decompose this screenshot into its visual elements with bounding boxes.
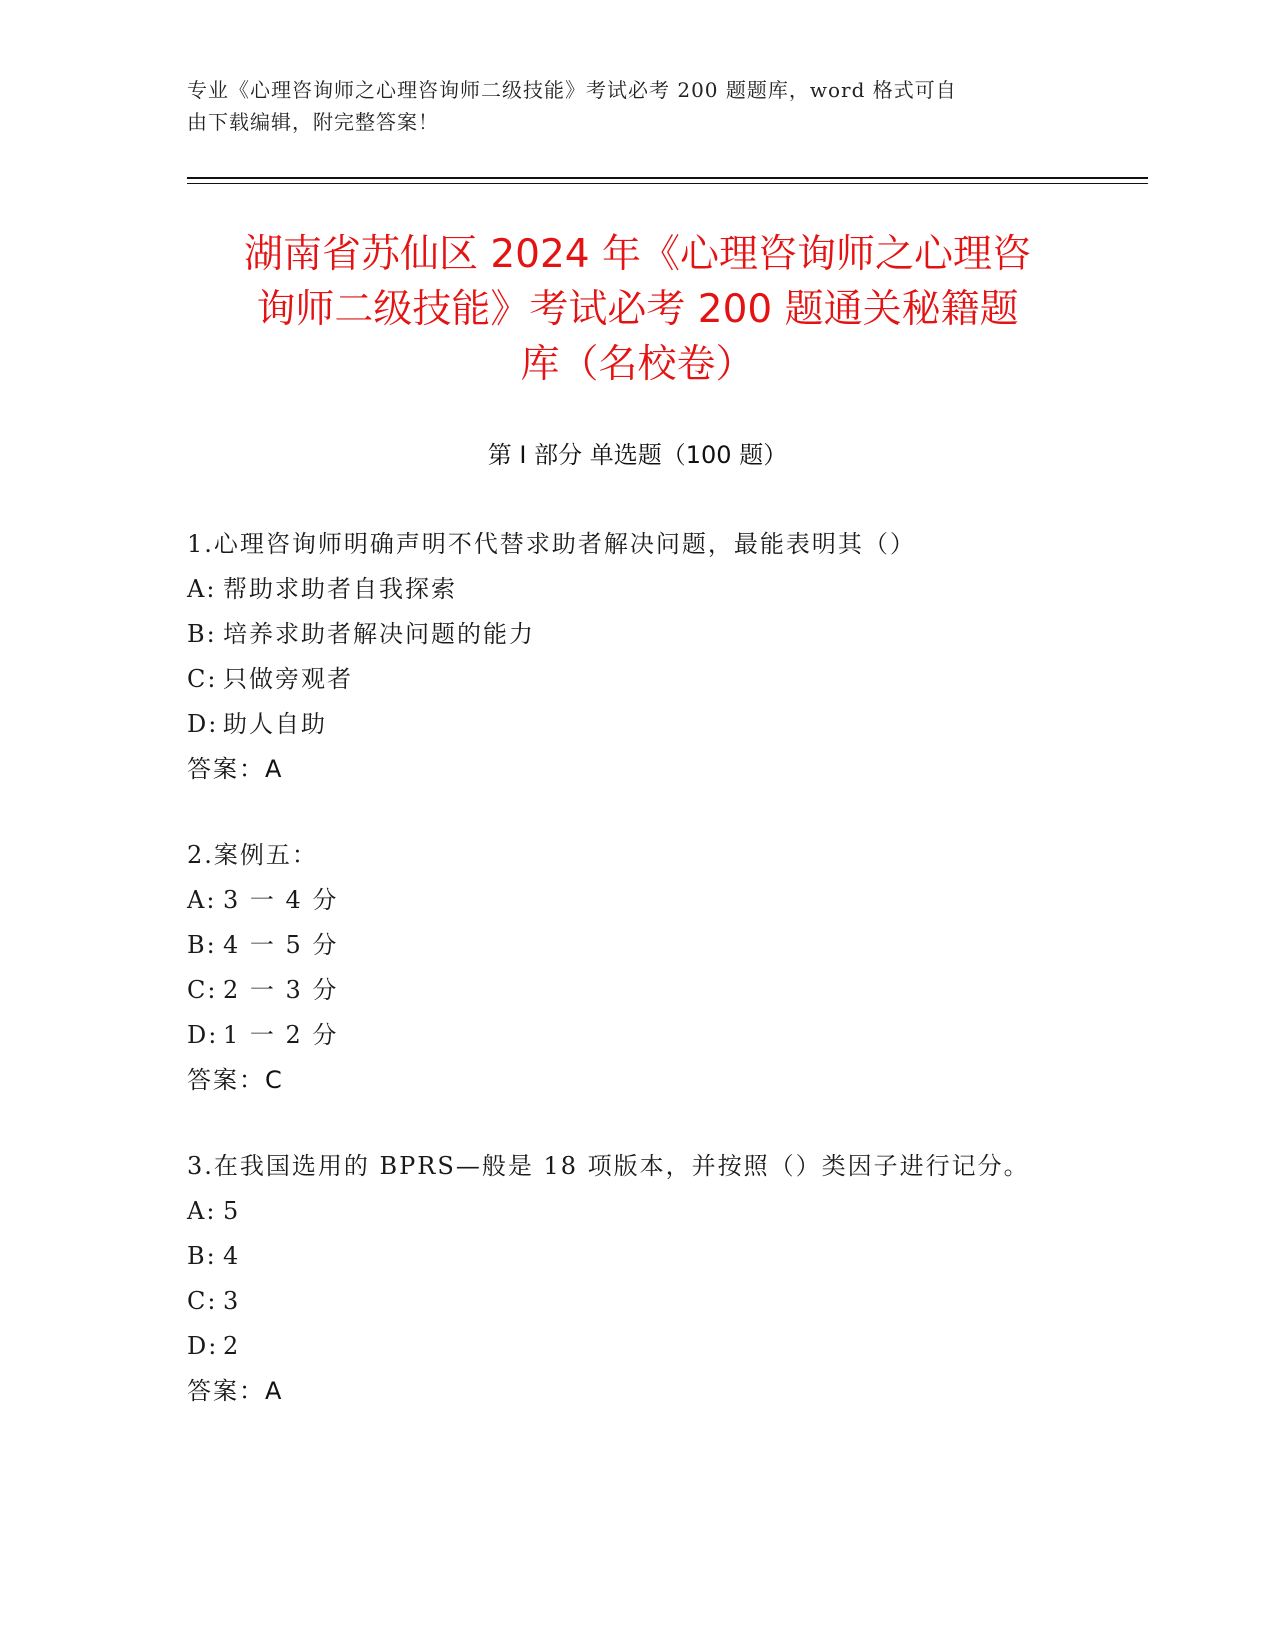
option-a <box>187 878 1187 923</box>
option-key: C: <box>187 1287 218 1315</box>
option-text: 4 <box>223 1242 241 1270</box>
option-key: D: <box>187 1021 219 1049</box>
option-text: 助人自助 <box>223 710 327 738</box>
option-key: A: <box>187 886 217 914</box>
option-text: 5 <box>223 1197 241 1225</box>
title-line-3: 库（名校卷） <box>520 342 755 387</box>
option-text: 2 一 3 分 <box>223 976 339 1004</box>
option-b <box>187 923 1187 968</box>
option-a <box>187 567 1187 612</box>
option-text: 1 一 2 分 <box>223 1021 339 1049</box>
option-key: A: <box>187 1197 217 1225</box>
option-c <box>187 1279 1187 1324</box>
title-line-2: 询师二级技能》考试必考 200 题通关秘籍题 <box>256 287 1019 332</box>
header-note <box>187 74 1087 138</box>
option-c <box>187 657 1187 702</box>
option-a <box>187 1189 1187 1234</box>
answer-value: C <box>265 1066 283 1094</box>
question-stem: 1.心理咨询师明确声明不代替求助者解决问题，最能表明其（） <box>187 530 916 558</box>
option-b <box>187 1234 1187 1279</box>
option-text: 培养求助者解决问题的能力 <box>223 620 535 648</box>
option-text: 2 <box>223 1332 241 1360</box>
document-title <box>150 227 1125 392</box>
option-b <box>187 612 1187 657</box>
option-key: D: <box>187 710 219 738</box>
answer-value: A <box>265 1377 283 1405</box>
option-text: 只做旁观者 <box>223 665 353 693</box>
question-stem: 3.在我国选用的 BPRS—般是 18 项版本，并按照（）类因子进行记分。 <box>187 1152 1030 1180</box>
option-text: 3 <box>223 1287 241 1315</box>
option-d <box>187 1324 1187 1369</box>
question-3 <box>187 1144 1187 1414</box>
option-key: C: <box>187 665 218 693</box>
header-rule-thin <box>187 183 1148 184</box>
option-key: B: <box>187 620 217 648</box>
answer-line <box>187 1369 1187 1414</box>
question-2 <box>187 833 1187 1103</box>
header-note-line-2: 由下载编辑，附完整答案！ <box>187 110 439 134</box>
answer-label: 答案： <box>187 1377 265 1405</box>
section-heading: 第 I 部分 单选题（100 题） <box>487 441 788 469</box>
option-text: 3 一 4 分 <box>223 886 339 914</box>
option-key: B: <box>187 1242 217 1270</box>
question-stem: 2.案例五： <box>187 841 318 869</box>
answer-line <box>187 747 1187 792</box>
option-d <box>187 702 1187 747</box>
option-d <box>187 1013 1187 1058</box>
answer-label: 答案： <box>187 755 265 783</box>
question-1 <box>187 522 1187 792</box>
option-key: C: <box>187 976 218 1004</box>
option-key: B: <box>187 931 217 959</box>
header-rule-thick <box>187 177 1148 179</box>
header-note-line-1: 专业《心理咨询师之心理咨询师二级技能》考试必考 200 题题库，word 格式可自 <box>187 78 957 102</box>
answer-line <box>187 1058 1187 1103</box>
option-key: A: <box>187 575 217 603</box>
answer-value: A <box>265 755 283 783</box>
option-key: D: <box>187 1332 219 1360</box>
title-line-1: 湖南省苏仙区 2024 年《心理咨询师之心理咨 <box>243 232 1032 277</box>
option-c <box>187 968 1187 1013</box>
option-text: 帮助求助者自我探索 <box>223 575 457 603</box>
option-text: 4 一 5 分 <box>223 931 339 959</box>
answer-label: 答案： <box>187 1066 265 1094</box>
